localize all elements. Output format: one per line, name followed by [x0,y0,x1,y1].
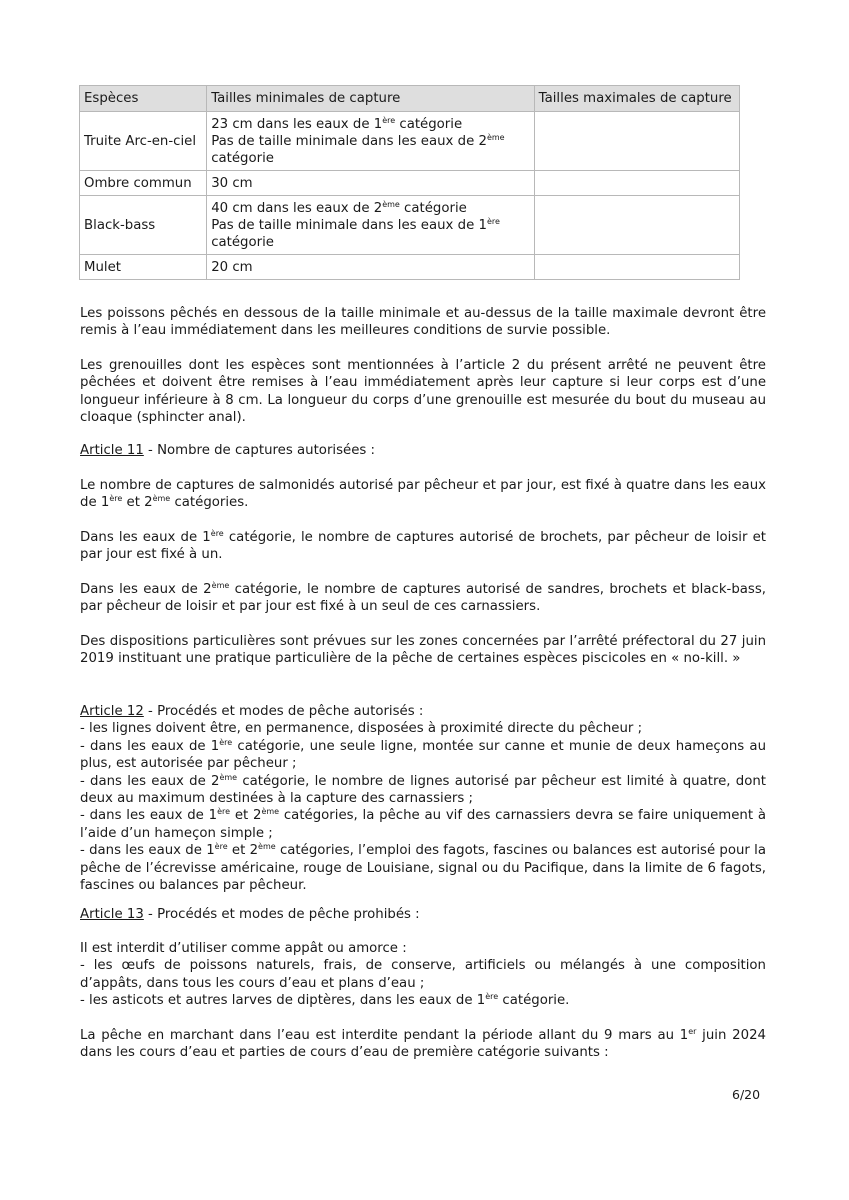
species-cell: Mulet [80,255,207,280]
article-11-para-4: Des dispositions particulières sont prévues sur les zones concernées par l’arrêté préfectoral du 27 juin 2019 instituant une pratique particulière de la pêche de certaines espèces piscicoles en « no-kill. » [80,634,766,667]
article-label: Article 11 [80,443,144,458]
article-label: Article 12 [80,704,144,719]
list-item: - les asticots et autres larves de diptères, dans les eaux de 1ère catégorie. [80,992,570,1009]
article-11-para-1: Le nombre de captures de salmonidés autorisé par pêcheur et par jour, est fixé à quatre dans les eaux de 1ère et 2ème catégories. [80,478,766,511]
species-cell: Ombre commun [80,171,207,196]
page-number: 6/20 [732,1087,761,1102]
table-row [80,196,740,255]
table-header: Espèces [80,86,207,112]
list-item: - les lignes doivent être, en permanence, disposées à proximité directe du pêcheur ; [80,721,643,737]
table-row [80,255,740,280]
table-row [80,112,740,171]
article-11-para-3: Dans les eaux de 2ème catégorie, le nombre de captures autorisé de sandres, brochets et black-bass, par pêcheur de loisir et par jour est fixé à un seul de ces carnassiers. [80,581,766,615]
min-size-cell: 23 cm dans les eaux de 1ère catégorie Pas de taille minimale dans les eaux de 2ème catégorie [207,112,534,171]
paragraph-release: Les poissons pêchés en dessous de la taille minimale et au-dessus de la taille maximale devront être remis à l’eau immédiatement dans les meilleures conditions de survie possible. [80,306,766,339]
min-size-cell: 30 cm [207,171,534,196]
article-12-block [80,703,766,894]
list-item: - les œufs de poissons naturels, frais, de conserve, artificiels ou mélangés à une composition d’appâts, dans tous les cours d’eau et plans d’eau ; [80,958,766,991]
article-title: - Nombre de captures autorisées : [143,443,376,458]
max-size-cell [534,112,739,171]
table-header: Tailles maximales de capture [534,86,739,112]
article-11-para-2: Dans les eaux de 1ère catégorie, le nombre de captures autorisé de brochets, par pêcheur de loisir et par jour est fixé à un. [80,529,766,563]
table-row [80,171,740,196]
table-header: Tailles minimales de capture [207,86,534,112]
list-intro: Il est interdit d’utiliser comme appât ou amorce : [80,941,407,956]
article-13-heading [80,906,766,923]
min-size-cell: 20 cm [207,255,534,280]
min-size-cell: 40 cm dans les eaux de 2ème catégorie Pas de taille minimale dans les eaux de 1ère catégorie [207,196,534,255]
max-size-cell [534,171,739,196]
list-item: - dans les eaux de 1ère et 2ème catégories, l’emploi des fagots, fascines ou balances est autorisé pour la pêche de l’écrevisse américaine, rouge de Louisiane, signal ou du Pacifique, dans la limite de 6 fagots, fascines ou balances par pêcheur. [80,842,766,894]
list-item: - dans les eaux de 2ème catégorie, le nombre de lignes autorisé par pêcheur est limité à quatre, dont deux au maximum destinées à la capture des carnassiers ; [80,772,766,807]
species-cell: Truite Arc-en-ciel [80,112,207,171]
article-label: Article 13 [80,907,144,922]
article-13-para-2: La pêche en marchant dans l’eau est interdite pendant la période allant du 9 mars au 1er juin 2024 dans les cours d’eau et parties de cours d’eau de première catégorie suivants : [80,1027,766,1061]
max-size-cell [534,196,739,255]
article-13-list [80,940,766,1010]
capture-sizes-table [79,85,740,280]
list-item: - dans les eaux de 1ère et 2ème catégories, la pêche au vif des carnassiers devra se faire uniquement à l’aide d’un hameçon simple ; [80,807,766,841]
article-11-heading [80,442,766,459]
article-title: - Procédés et modes de pêche prohibés : [143,907,420,922]
paragraph-frogs: Les grenouilles dont les espèces sont mentionnées à l’article 2 du présent arrêté ne peuvent être pêchées et doivent être remises à l’eau immédiatement après leur capture si leur corps est d’une longueur inférieure à 8 cm. La longueur du corps d’une grenouille est mesurée du bout du museau au cloaque (sphincter anal). [80,358,766,426]
table-header-row [80,86,740,112]
article-title: - Procédés et modes de pêche autorisés : [143,704,424,719]
max-size-cell [534,255,739,280]
list-item: - dans les eaux de 1ère catégorie, une seule ligne, montée sur canne et munie de deux hameçons au plus, est autorisée par pêcheur ; [80,737,766,772]
species-cell: Black-bass [80,196,207,255]
